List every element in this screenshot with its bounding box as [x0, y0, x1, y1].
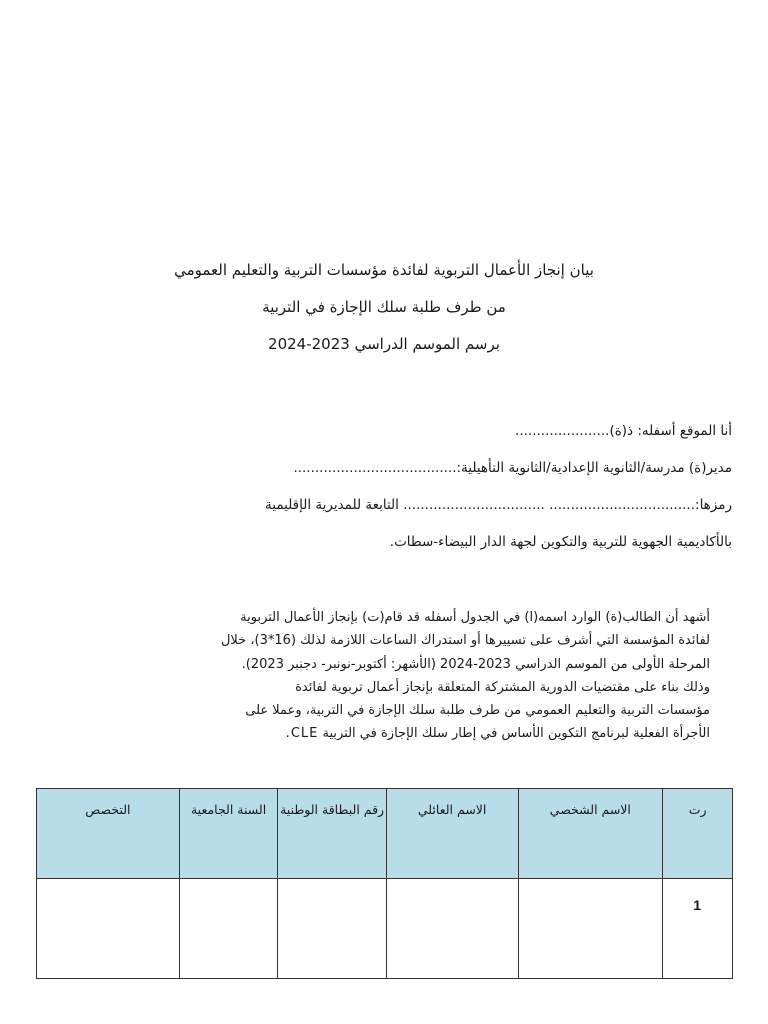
- title-line-3: برسم الموسم الدراسي 2023-2024: [268, 335, 500, 353]
- statement-line: الأجرأة الفعلية لبرنامج التكوين الأساس في إطار سلك الإجازة في التربية CLE.: [285, 726, 710, 742]
- cell-last-name[interactable]: [386, 879, 518, 979]
- header-first-name: الاسم الشخصي: [518, 789, 663, 879]
- statement-line: مؤسسات التربية والتعليم العمومي من طرف طلبة سلك الإجازة في التربية، وعملا على: [245, 703, 710, 719]
- header-number: رت: [663, 789, 733, 879]
- cell-first-name[interactable]: [518, 879, 663, 979]
- cell-specialty[interactable]: [37, 879, 180, 979]
- statement-line: المرحلة الأولى من الموسم الدراسي 2023-2024 (الأشهر: أكتوبر-نونبر- دجنبر 2023).: [241, 656, 710, 672]
- header-academic-year: السنة الجامعية: [179, 789, 278, 879]
- cell-id-card[interactable]: [278, 879, 386, 979]
- table-header-row: [37, 789, 733, 879]
- document-title: [30, 252, 738, 363]
- students-table: [36, 788, 733, 979]
- table-row: [37, 879, 733, 979]
- cell-number: 1: [663, 879, 733, 979]
- statement-line: أشهد أن الطالب(ة) الوارد اسمه(ا) في الجدول أسفله قد قام(ت) بإنجاز الأعمال التربوية: [240, 610, 710, 625]
- header-specialty: التخصص: [37, 789, 180, 879]
- attestation-statement: [60, 606, 710, 746]
- statement-line: لفائدة المؤسسة التي أشرف على تسييرها أو استدراك الساعات اللازمة لذلك (16*3)، خلال: [220, 633, 710, 649]
- director-line: مدير(ة) مدرسة/الثانوية الإعدادية/الثانوية التأهيلية:......................................: [293, 460, 732, 476]
- school-code-line: رمزها:.................................. ................................. التابعة للمديرية الإقليمية: [265, 497, 732, 513]
- title-line-1: بيان إنجاز الأعمال التربوية لفائدة مؤسسات التربية والتعليم العمومي: [174, 261, 594, 279]
- cell-academic-year[interactable]: [179, 879, 278, 979]
- statement-line: وذلك بناء على مقتضيات الدورية المشتركة المتعلقة بإنجاز أعمال تربوية لفائدة: [295, 679, 710, 695]
- header-id-card: رقم البطاقة الوطنية: [278, 789, 386, 879]
- signatory-fields: [36, 420, 732, 568]
- signatory-line: أنا الموقع أسفله: ذ(ة)......................: [515, 423, 732, 439]
- header-last-name: الاسم العائلي: [386, 789, 518, 879]
- academy-line: بالأكاديمية الجهوية للتربية والتكوين لجهة الدار البيضاء-سطات.: [389, 534, 732, 550]
- title-line-2: من طرف طلبة سلك الإجازة في التربية: [262, 298, 506, 316]
